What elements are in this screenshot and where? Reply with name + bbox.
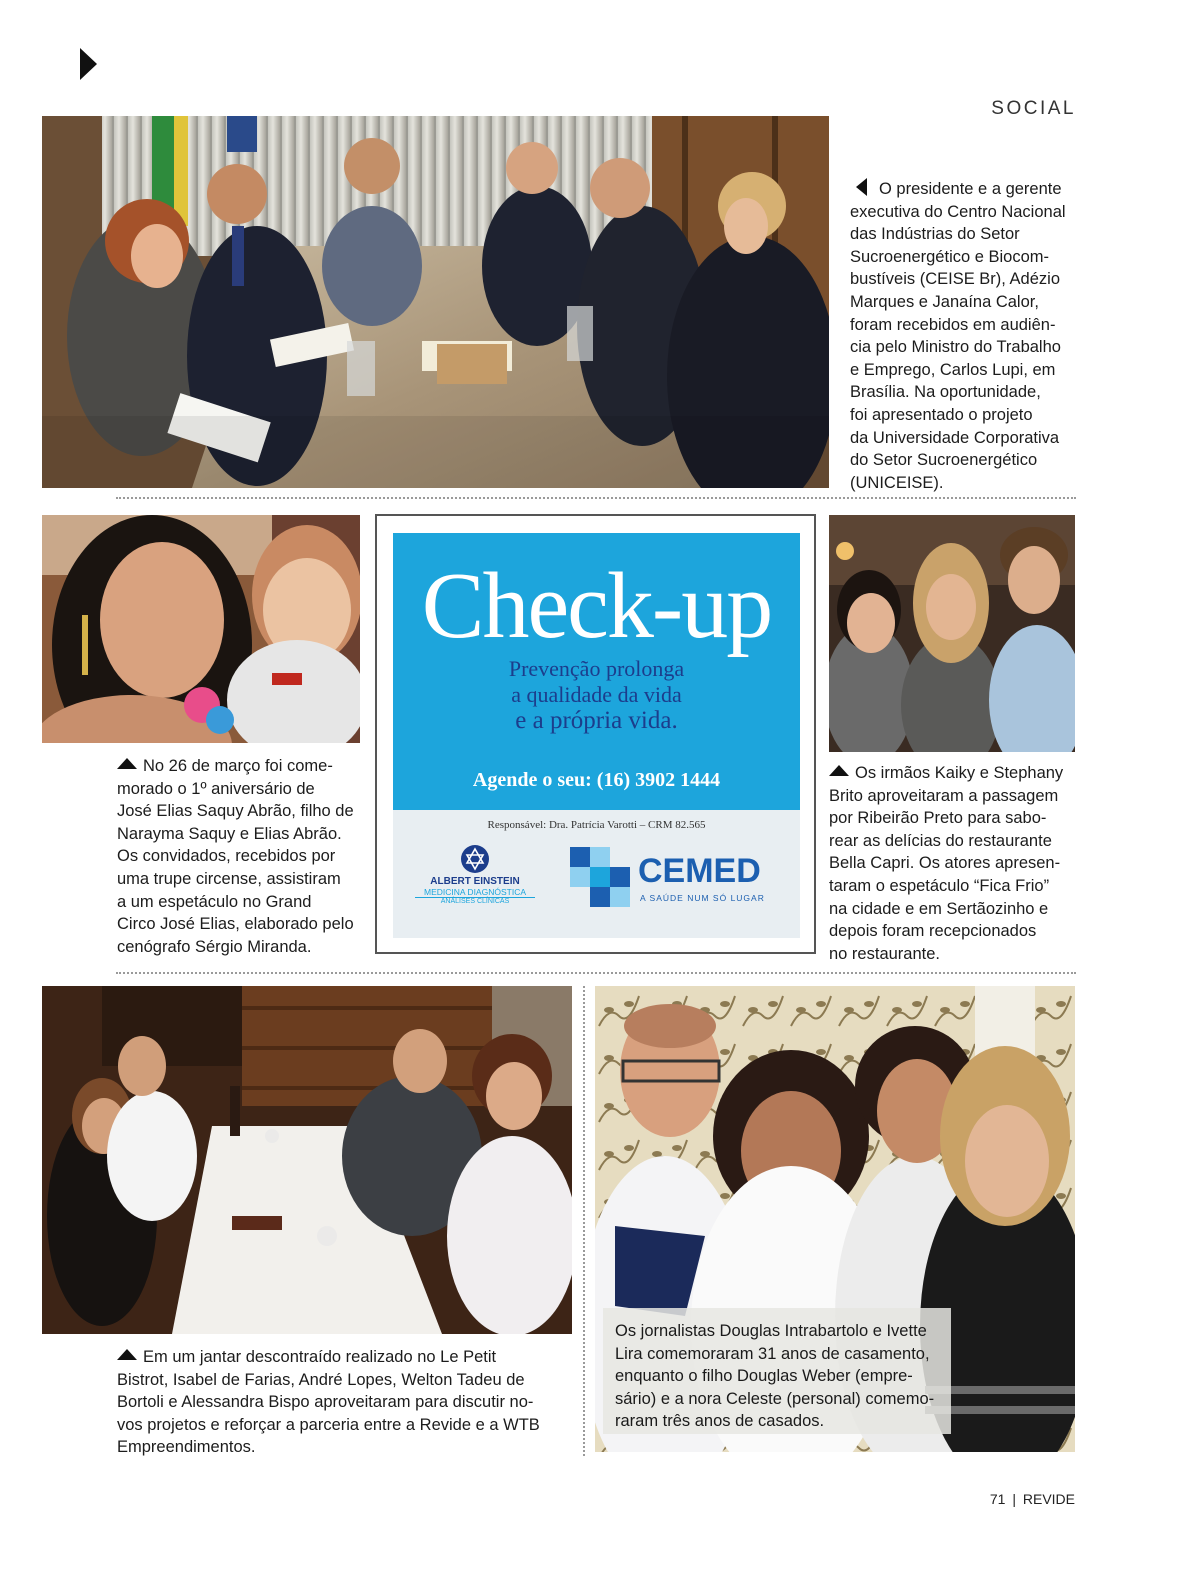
einstein-sub1: MEDICINA DIAGNÓSTICA <box>415 887 535 898</box>
star-of-david-icon <box>460 844 490 874</box>
cemed-logo <box>570 847 790 907</box>
anniversary-photo <box>595 986 1075 1452</box>
cemed-slogan: A SAÚDE NUM SÓ LUGAR <box>640 893 765 903</box>
section-marker-icon <box>80 48 97 80</box>
ad-tagline-line: a qualidade da vida <box>511 682 682 707</box>
birthday-caption: No 26 de março foi come- morado o 1º aniversário de José Elias Saquy Abrão, filho de Narayma Saquy e Elias Abrão. Os convidados, recebidos por uma trupe circense, assistiram a um espetáculo no Grand Circo José Elias, elaborado pelo cenógrafo Sérgio Miranda. <box>117 757 354 956</box>
magazine-name: REVIDE <box>1022 1491 1075 1507</box>
birthday-photo <box>42 515 360 743</box>
anniversary-caption: Os jornalistas Douglas Intrabartolo e Ivette Lira comemoraram 31 anos de casamento, enquanto o filho Douglas Weber (empre- sário) e a nora Celeste (personal) comemo- raram três anos de casados. <box>615 1322 935 1431</box>
siblings-photo <box>829 515 1075 752</box>
ad-tagline-line: e a própria vida. <box>515 707 678 734</box>
dinner-photo <box>42 986 572 1334</box>
footer-separator: | <box>1012 1491 1016 1507</box>
vertical-divider <box>583 986 585 1456</box>
siblings-caption: Os irmãos Kaiky e Stephany Brito aproveitaram a passagem por Ribeirão Preto para sabo- rear as delícias do restaurante Bella Capri. Os atores apresen- taram o espetáculo “Fica Frio” na cidade e em Sertãozinho e depois foram recepcionados no restaurante. <box>829 764 1064 963</box>
page-number: 71 <box>989 1491 1006 1507</box>
ad-cta: Agende o seu: (16) 3902 1444 <box>472 769 721 791</box>
checkup-ad <box>375 514 816 954</box>
divider <box>116 497 1076 499</box>
dinner-caption: Em um jantar descontraído realizado no Le Petit Bistrot, Isabel de Farias, André Lopes, Welton Tadeu de Bortoli e Alessandra Bispo aproveitaram para discutir no- vos projetos e reforçar a parceria entre a Revide e a WTB Empreendimentos. <box>117 1348 540 1457</box>
ad-headline: Check-up <box>421 554 772 658</box>
caption-pointer-left-icon <box>856 178 867 196</box>
page-footer <box>900 1491 1075 1507</box>
ad-responsible: Responsável: Dra. Patrícia Varotti – CRM 82.565 <box>487 819 706 831</box>
ad-tagline-line: Prevenção prolonga <box>508 656 685 681</box>
einstein-name: ALBERT EINSTEIN <box>430 876 520 887</box>
cemed-name: CEMED <box>638 852 761 890</box>
meeting-caption: O presidente e a gerente executiva do Centro Nacional das Indústrias do Setor Sucroenergético e Biocom- bustíveis (CEISE Br), Adézio Marques e Janaína Calor, foram recebidos em audiên- cia pelo Ministro do Trabalho e Emprego, Carlos Lupi, em Brasília. Na oportunidade, foi apresentado o projeto da Universidade Corporativa do Setor Sucroenergético (UNICEISE). <box>850 180 1066 492</box>
meeting-photo <box>42 116 829 488</box>
caption-pointer-up-icon <box>829 765 849 776</box>
ad-tagline <box>393 656 800 734</box>
cemed-squares-icon <box>570 847 630 907</box>
caption-pointer-up-icon <box>117 758 137 769</box>
divider <box>116 972 1076 974</box>
caption-pointer-up-icon <box>117 1349 137 1360</box>
albert-einstein-logo <box>415 844 535 914</box>
einstein-sub2: ANÁLISES CLÍNICAS <box>440 898 510 905</box>
section-title: SOCIAL <box>991 98 1076 119</box>
